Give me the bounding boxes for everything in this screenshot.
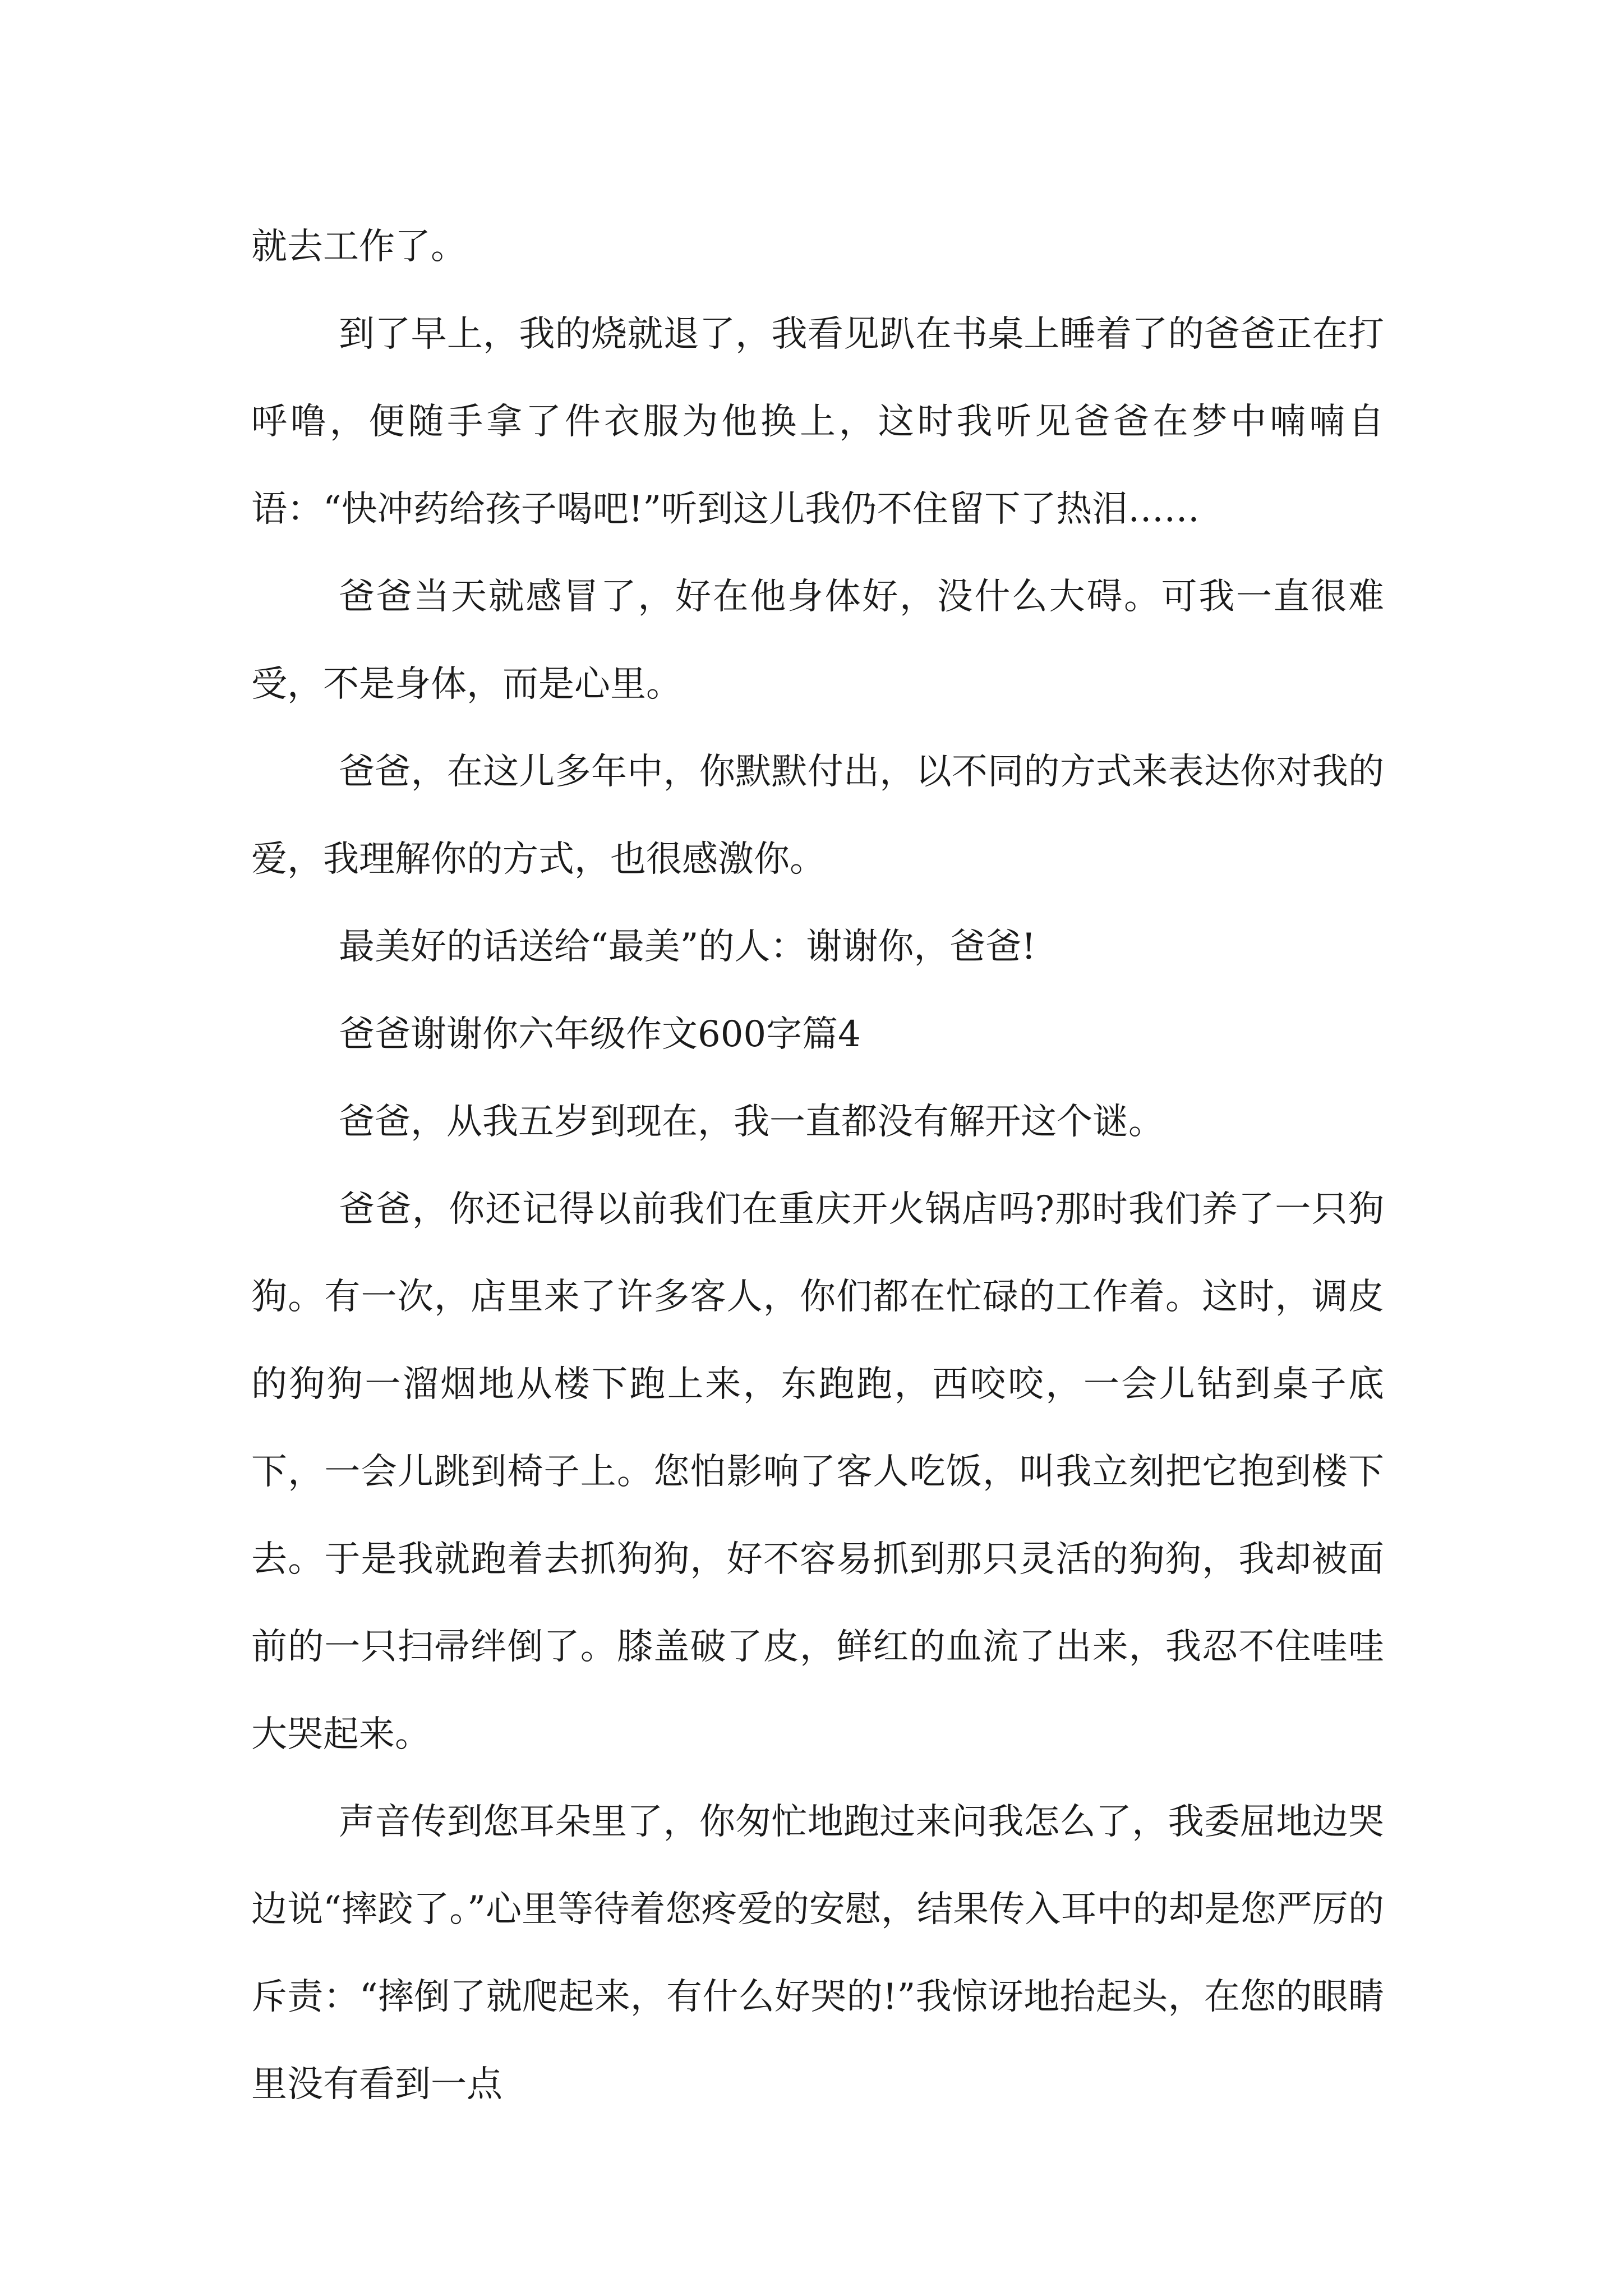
paragraph-morning: 到了早上，我的烧就退了，我看见趴在书桌上睡着了的爸爸正在打呼噜，便随手拿了件衣服为他换上，这时我听见爸爸在梦中喃喃自语：“快冲药给孩子喝吧!”听到这儿我仍不住留下了热泪…… bbox=[251, 314, 1384, 530]
paragraph-scolding: 声音传到您耳朵里了，你匆忙地跑过来问我怎么了，我委屈地边哭边说“摔跤了。”心里等待着您疼爱的安慰，结果传入耳中的却是您严厉的斥责：“摔倒了就爬起来，有什么好哭的!”我惊讶地抬起头，在您的眼睛里没有看到一点 bbox=[251, 1801, 1384, 2105]
document-page bbox=[251, 203, 1384, 2105]
section-heading: 爸爸谢谢你六年级作文600字篇4 bbox=[339, 1014, 861, 1055]
paragraph-hotpot-story: 爸爸，你还记得以前我们在重庆开火锅店吗?那时我们养了一只狗狗。有一次，店里来了许多客人，你们都在忙碌的工作着。这时，调皮的狗狗一溜烟地从楼下跑上来，东跑跑，西咬咬，一会儿钻到桌子底下，一会儿跳到椅子上。您怕影响了客人吃饭，叫我立刻把它抱到楼下去。于是我就跑着去抓狗狗，好不容易抓到那只灵活的狗狗，我却被面前的一只扫帚绊倒了。膝盖破了皮，鲜红的血流了出来，我忍不住哇哇大哭起来。 bbox=[251, 1189, 1384, 1755]
paragraph-father-cold: 爸爸当天就感冒了，好在他身体好，没什么大碍。可我一直很难受，不是身体，而是心里。 bbox=[251, 576, 1384, 705]
paragraph-gratitude: 爸爸，在这儿多年中，你默默付出，以不同的方式来表达你对我的爱，我理解你的方式，也很感激你。 bbox=[251, 751, 1384, 880]
paragraph-continuation: 就去工作了。 bbox=[251, 226, 467, 268]
paragraph-thanks: 最美好的话送给“最美”的人：谢谢你，爸爸! bbox=[339, 926, 1036, 968]
paragraph-mystery: 爸爸，从我五岁到现在，我一直都没有解开这个谜。 bbox=[339, 1101, 1164, 1143]
